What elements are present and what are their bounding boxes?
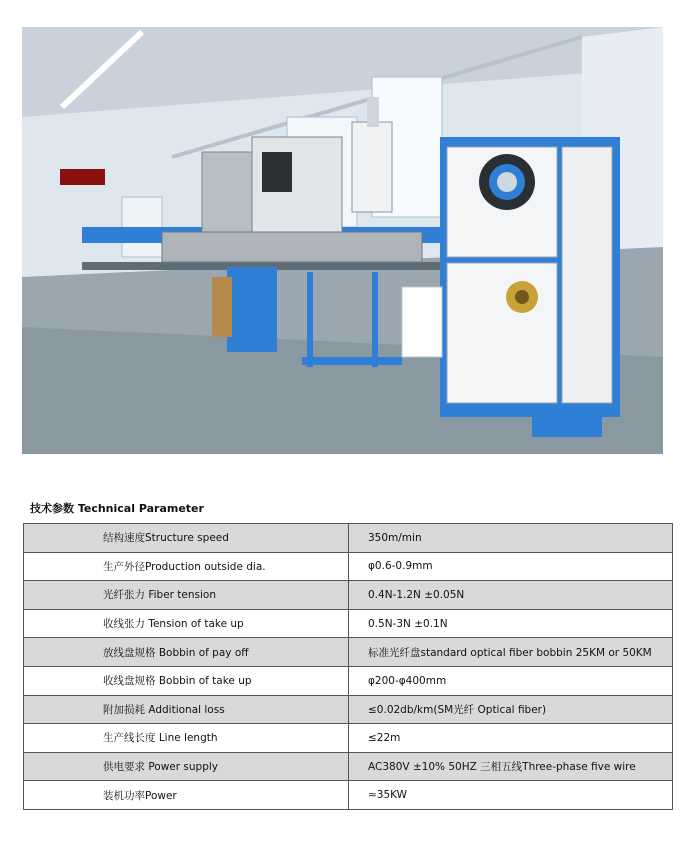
table-row [24,609,673,638]
table-row [24,724,673,753]
parameter-value: 0.4N-1.2N ±0.05N [349,581,673,610]
table-row [24,581,673,610]
production-line-photo-graphic [22,27,663,454]
table-row [24,524,673,553]
parameter-label: 结构速度Structure speed [24,524,349,553]
parameter-value: 标准光纤盘standard optical fiber bobbin 25KM or 50KM [349,638,673,667]
table-row [24,752,673,781]
parameter-value: ≈35KW [349,781,673,810]
table-row [24,666,673,695]
parameter-label: 供电要求 Power supply [24,752,349,781]
table-row [24,781,673,810]
parameter-label: 收线张力 Tension of take up [24,609,349,638]
parameter-label: 光纤张力 Fiber tension [24,581,349,610]
parameter-label: 生产外径Production outside dia. [24,552,349,581]
technical-parameter-table [23,523,673,810]
production-line-photo [22,27,663,454]
parameter-value: φ0.6-0.9mm [349,552,673,581]
table-row [24,695,673,724]
table-row [24,638,673,667]
parameter-value: 0.5N-3N ±0.1N [349,609,673,638]
parameter-label: 生产线长度 Line length [24,724,349,753]
table-row [24,552,673,581]
parameter-label: 附加损耗 Additional loss [24,695,349,724]
parameter-label: 装机功率Power [24,781,349,810]
parameter-value: AC380V ±10% 50HZ 三相五线Three-phase five wire [349,752,673,781]
parameter-value: ≤22m [349,724,673,753]
parameter-value: ≤0.02db/km(SM光纤 Optical fiber) [349,695,673,724]
section-heading: 技术参数 Technical Parameter [30,502,204,515]
parameter-label: 收线盘规格 Bobbin of take up [24,666,349,695]
parameter-value: φ200-φ400mm [349,666,673,695]
parameter-value: 350m/min [349,524,673,553]
parameter-label: 放线盘规格 Bobbin of pay off [24,638,349,667]
